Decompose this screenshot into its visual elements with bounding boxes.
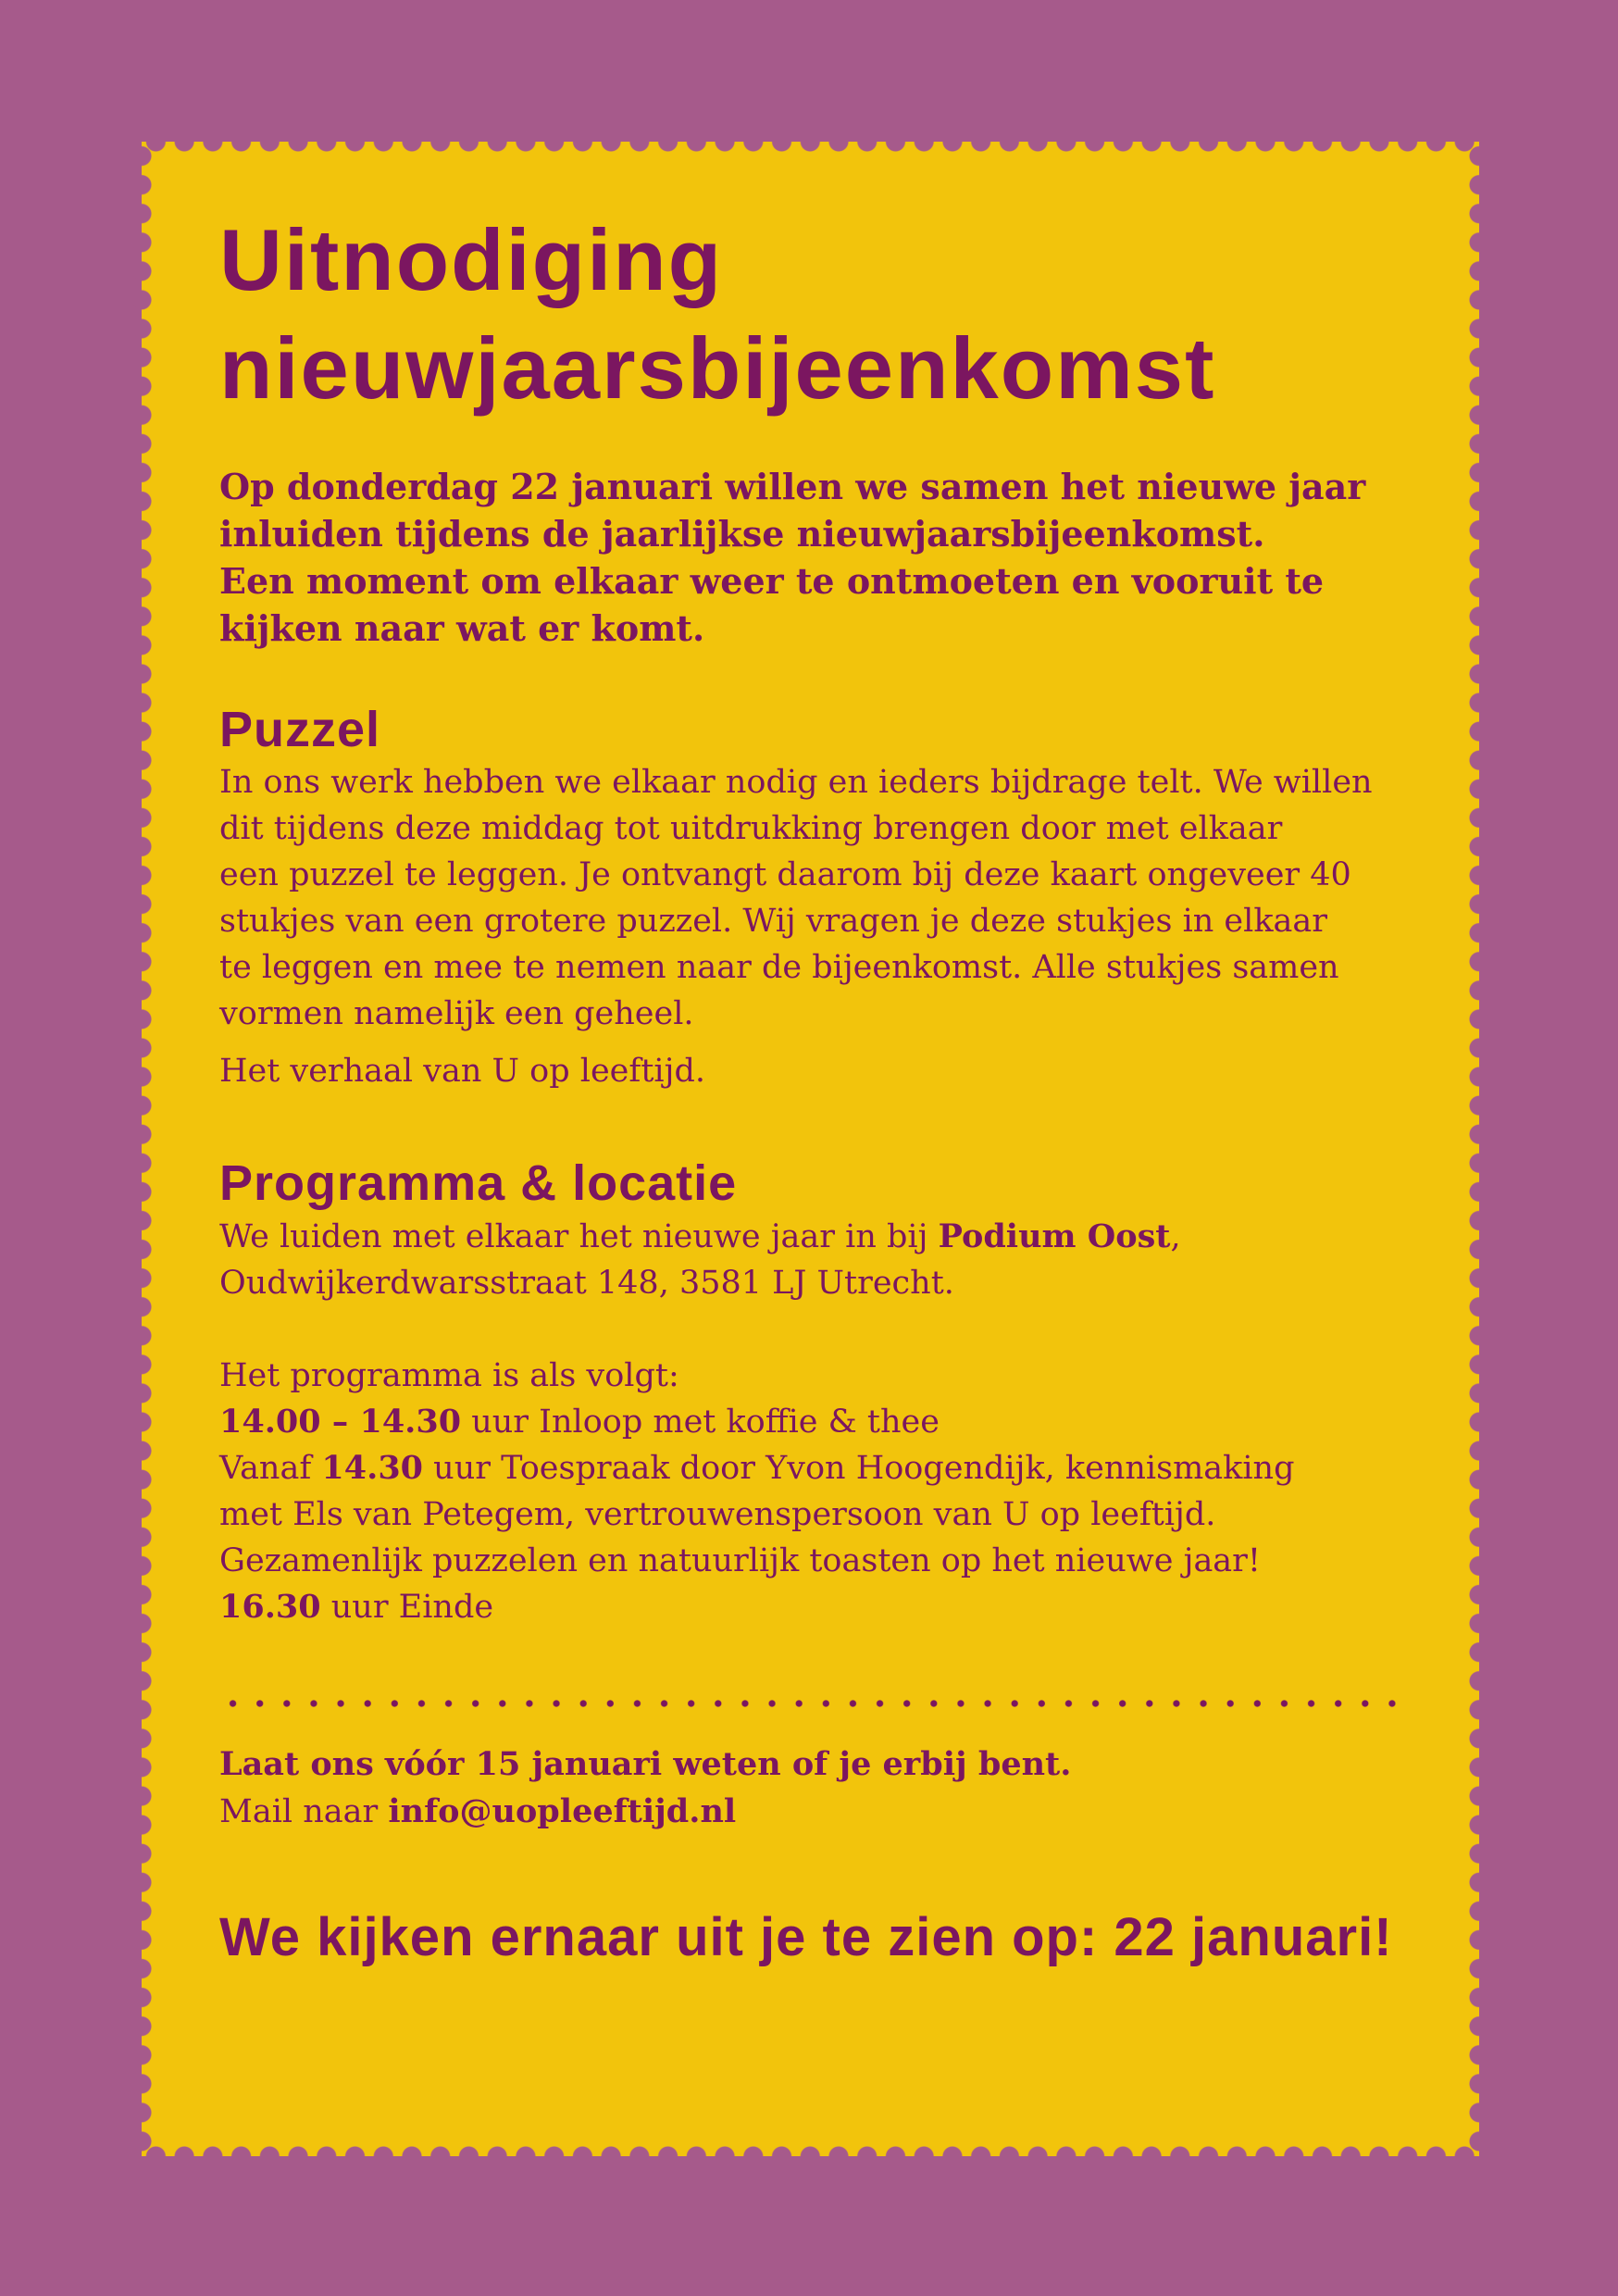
schedule-text-continuation: Gezamenlijk puzzelen en natuurlijk toasten op het nieuwe jaar!	[219, 1542, 1261, 1579]
title-line: Uitnodiging	[219, 211, 724, 308]
rsvp-mail-line	[219, 1788, 1071, 1836]
schedule-text-continuation: met Els van Petegem, vertrouwenspersoon van U op leeftijd.	[219, 1496, 1216, 1533]
rsvp-email: info@uopleeftijd.nl	[388, 1792, 737, 1830]
schedule-item	[219, 1399, 1295, 1445]
intro-line: Op donderdag 22 januari willen we samen het nieuwe jaar	[219, 466, 1366, 507]
blank-line	[219, 1306, 1295, 1353]
schedule-text: uur Inloop met koffie & thee	[461, 1404, 940, 1441]
invitation-card	[142, 142, 1479, 2156]
programma-paragraph	[219, 1214, 1295, 1630]
venue-address: Oudwijkerdwarsstraat 148, 3581 LJ Utrecht.	[219, 1265, 954, 1302]
perforated-edge-bottom	[142, 2145, 1479, 2167]
venue-suffix: ,	[1170, 1218, 1181, 1255]
title-line: nieuwjaarsbijeenkomst	[219, 319, 1216, 417]
paragraph-line: een puzzel te leggen. Je ontvangt daarom bij deze kaart ongeveer 40	[219, 856, 1351, 893]
paragraph-line: dit tijdens deze middag tot uitdrukking brengen door met elkaar	[219, 810, 1283, 847]
paragraph-line: In ons werk hebben we elkaar nodig en ieders bijdrage telt. We willen	[219, 764, 1373, 801]
page-title	[219, 206, 1215, 422]
perforated-edge-right	[1468, 142, 1490, 2156]
schedule-time: 14.30	[321, 1449, 424, 1487]
schedule-item	[219, 1445, 1295, 1491]
dotted-separator	[219, 1700, 1406, 1707]
schedule-time: 16.30	[219, 1588, 321, 1626]
venue-prefix: We luiden met elkaar het nieuwe jaar in bij	[219, 1218, 939, 1255]
puzzel-closing-line: Het verhaal van U op leeftijd.	[219, 1053, 705, 1090]
intro-line: inluiden tijdens de jaarlijkse nieuwjaarsbijeenkomst.	[219, 513, 1265, 555]
perforated-edge-left	[131, 142, 153, 2156]
schedule-text: uur Toespraak door Yvon Hoogendijk, kennismaking	[423, 1450, 1295, 1487]
section-heading-puzzel: Puzzel	[219, 702, 381, 757]
venue-line	[219, 1214, 1295, 1260]
puzzel-paragraph	[219, 759, 1373, 1094]
schedule-time: 14.00 – 14.30	[219, 1403, 462, 1441]
rsvp-deadline: Laat ons vóór 15 januari weten of je erbij bent.	[219, 1745, 1072, 1783]
closing-message: We kijken ernaar uit je te zien op: 22 januari!	[219, 1907, 1393, 1967]
venue-name: Podium Oost	[938, 1217, 1171, 1255]
intro-line: kijken naar wat er komt.	[219, 607, 705, 649]
schedule-prefix: Vanaf	[219, 1450, 322, 1487]
rsvp-mail-prefix: Mail naar	[219, 1793, 389, 1830]
perforated-edge-top	[142, 131, 1479, 153]
intro-paragraph	[219, 463, 1365, 652]
paragraph-line: stukjes van een grotere puzzel. Wij vragen je deze stukjes in elkaar	[219, 903, 1328, 940]
schedule-intro: Het programma is als volgt:	[219, 1357, 679, 1394]
schedule-text: uur Einde	[320, 1589, 494, 1626]
paragraph-line: vormen namelijk een geheel.	[219, 995, 694, 1032]
rsvp-block	[219, 1741, 1071, 1836]
section-heading-programma: Programma & locatie	[219, 1155, 738, 1211]
paragraph-line: te leggen en mee te nemen naar de bijeenkomst. Alle stukjes samen	[219, 949, 1339, 986]
intro-line: Een moment om elkaar weer te ontmoeten en vooruit te	[219, 560, 1325, 602]
schedule-item	[219, 1584, 1295, 1630]
